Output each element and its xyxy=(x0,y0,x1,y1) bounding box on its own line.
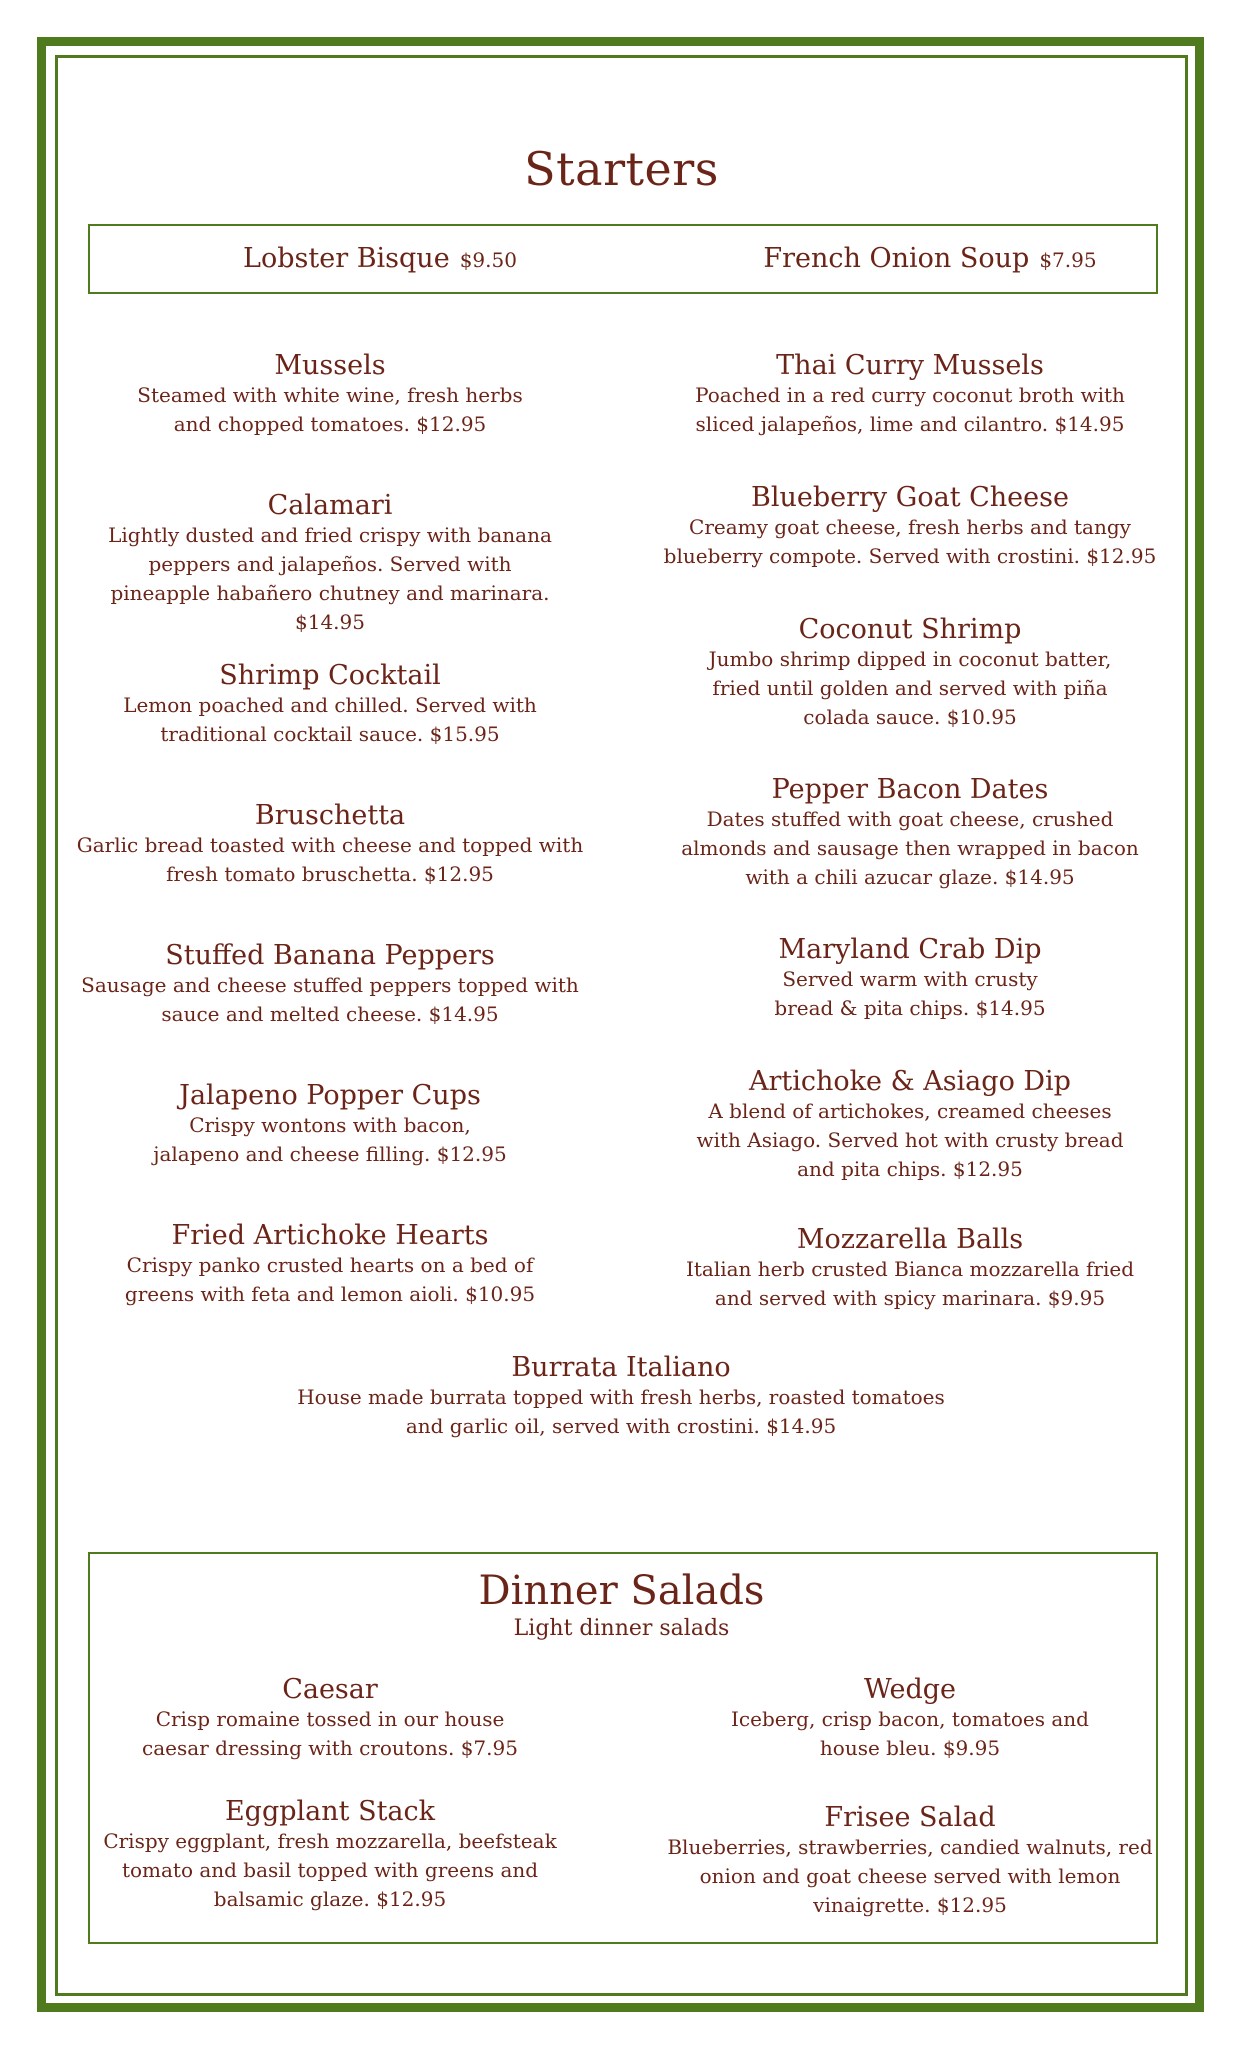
item-desc: Served warm with crusty bread & pita chips. $14.95 xyxy=(774,967,1046,1020)
item-desc: House made burrata topped with fresh herbs, roasted tomatoes and garlic oil, served with crostini. $14.95 xyxy=(297,1385,945,1438)
item-desc: Crisp romaine tossed in our house caesar dressing with croutons. $7.95 xyxy=(142,1707,518,1760)
menu-item-stuffed-banana-peppers xyxy=(70,940,590,1029)
item-name: Frisee Salad xyxy=(824,1802,996,1833)
item-name: Jalapeno Popper Cups xyxy=(179,1080,481,1111)
item-desc: Garlic bread toasted with cheese and topped with fresh tomato bruschetta. $12.95 xyxy=(76,833,584,886)
item-name: Eggplant Stack xyxy=(224,1796,436,1827)
item-desc: Creamy goat cheese, fresh herbs and tangy blueberry compote. Served with crostini. $12.95 xyxy=(663,515,1157,568)
item-name: Calamari xyxy=(267,490,393,521)
item-desc: Italian herb crusted Bianca mozzarella fried and served with spicy marinara. $9.95 xyxy=(685,1257,1135,1310)
menu-item-caesar xyxy=(70,1674,590,1763)
item-desc: Poached in a red curry coconut broth with sliced jalapeños, lime and cilantro. $14.95 xyxy=(695,383,1125,436)
menu-item-blueberry-goat-cheese xyxy=(650,482,1170,571)
item-desc: Crispy panko crusted hearts on a bed of greens with feta and lemon aioli. $10.95 xyxy=(124,1253,536,1306)
menu-item-mussels xyxy=(70,350,590,439)
item-desc: Dates stuffed with goat cheese, crushed almonds and sausage then wrapped in bacon with a chili azucar glaze. $14.95 xyxy=(681,807,1139,889)
item-name: Artichoke & Asiago Dip xyxy=(749,1066,1071,1097)
item-desc: Crispy wontons with bacon, jalapeno and cheese filling. $12.95 xyxy=(153,1113,507,1166)
soups-box xyxy=(88,224,1158,294)
menu-item-eggplant-stack xyxy=(70,1796,590,1914)
menu-item-artichoke-asiago-dip xyxy=(650,1066,1170,1184)
item-desc: A blend of artichokes, creamed cheeses with Asiago. Served hot with crusty bread and pita chips. $12.95 xyxy=(696,1099,1124,1181)
menu-item-frisee-salad xyxy=(650,1802,1170,1920)
menu-item-calamari xyxy=(70,490,590,637)
item-desc: Sausage and cheese stuffed peppers topped with sauce and melted cheese. $14.95 xyxy=(81,973,579,1026)
item-name: Bruschetta xyxy=(254,800,406,831)
menu-item-thai-curry-mussels xyxy=(650,350,1170,439)
menu-item-pepper-bacon-dates xyxy=(650,774,1170,892)
item-name: Maryland Crab Dip xyxy=(778,934,1042,965)
menu-item-jalapeno-popper-cups xyxy=(70,1080,590,1169)
salads-subtitle: Light dinner salads xyxy=(513,1616,730,1641)
soup-name: French Onion Soup xyxy=(763,243,1030,274)
soup-price: $7.95 xyxy=(1039,248,1097,272)
item-name: Coconut Shrimp xyxy=(798,614,1022,645)
item-desc: Blueberries, strawberries, candied walnuts, red onion and goat cheese served with lemon vinaigrette. $12.95 xyxy=(667,1835,1153,1917)
menu-item-shrimp-cocktail xyxy=(70,660,590,749)
menu-item-bruschetta xyxy=(70,800,590,889)
item-name: Burrata Italiano xyxy=(511,1352,731,1383)
item-desc: Crispy eggplant, fresh mozzarella, beefsteak tomato and basil topped with greens and balsamic glaze. $12.95 xyxy=(103,1829,557,1911)
item-name: Stuffed Banana Peppers xyxy=(165,940,495,971)
soup-name: Lobster Bisque xyxy=(243,243,450,274)
item-name: Mussels xyxy=(274,350,386,381)
item-desc: Lightly dusted and fried crispy with banana peppers and jalapeños. Served with pineapple habañero chutney and marinara. $14.95 xyxy=(108,523,552,634)
item-desc: Jumbo shrimp dipped in coconut batter, fried until golden and served with piña colada sauce. $10.95 xyxy=(708,647,1112,729)
item-desc: Steamed with white wine, fresh herbs and chopped tomatoes. $12.95 xyxy=(137,383,523,436)
menu-item-wedge xyxy=(650,1674,1170,1763)
item-name: Wedge xyxy=(863,1674,957,1705)
menu-item-fried-artichoke-hearts xyxy=(70,1220,590,1309)
item-name: Caesar xyxy=(282,1674,378,1705)
menu-item-burrata-italiano xyxy=(271,1352,971,1441)
item-name: Shrimp Cocktail xyxy=(219,660,441,691)
menu-item-maryland-crab-dip xyxy=(650,934,1170,1023)
item-name: Blueberry Goat Cheese xyxy=(751,482,1069,513)
item-name: Fried Artichoke Hearts xyxy=(171,1220,489,1251)
item-name: Pepper Bacon Dates xyxy=(771,774,1049,805)
soup-lobster-bisque xyxy=(190,226,570,292)
menu-item-coconut-shrimp xyxy=(650,614,1170,732)
item-desc: Iceberg, crisp bacon, tomatoes and house bleu. $9.95 xyxy=(731,1707,1089,1760)
item-desc: Lemon poached and chilled. Served with traditional cocktail sauce. $15.95 xyxy=(123,693,537,746)
starters-title: Starters xyxy=(524,142,719,196)
soup-price: $9.50 xyxy=(459,248,517,272)
menu-item-mozzarella-balls xyxy=(650,1224,1170,1313)
item-name: Thai Curry Mussels xyxy=(776,350,1044,381)
salads-title: Dinner Salads xyxy=(478,1568,765,1614)
item-name: Mozzarella Balls xyxy=(796,1224,1024,1255)
soup-french-onion xyxy=(730,226,1130,292)
